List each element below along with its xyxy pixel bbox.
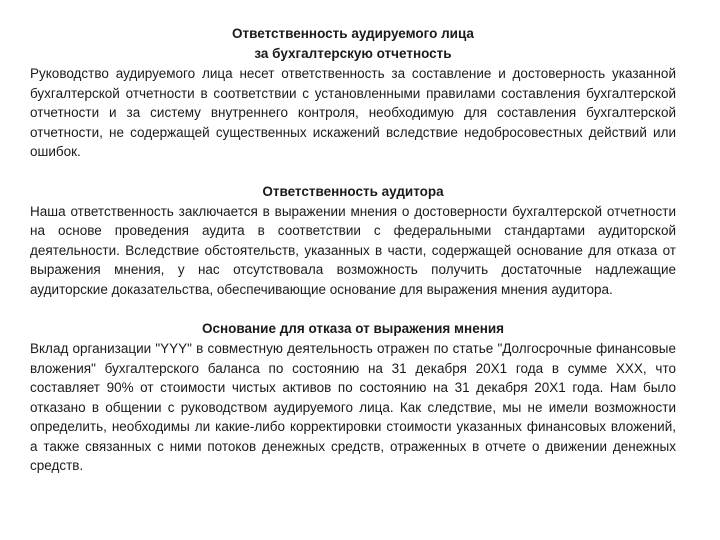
section-spacer [30, 299, 676, 319]
heading-line-2: за бухгалтерскую отчетность [254, 46, 452, 61]
section-auditor-responsibility [30, 182, 676, 300]
section-heading [30, 24, 676, 64]
section-heading: Ответственность аудитора [262, 183, 444, 199]
section-body: Наша ответственность заключается в выражении мнения о достоверности бухгалтерской отчетности на основе проведения аудита в соответствии с федеральными стандартами аудиторской деятельности. Вследствие обстоятельств, указанных в части, содержащей основание для отказа от выражения мнения, у нас отсутствовала возможность получить достаточные надлежащие аудиторские доказательства, обеспечивающие основание для выражения мнения аудитора. [30, 203, 676, 297]
heading-line-1: Ответственность аудируемого лица [232, 26, 474, 41]
section-body: Вклад организации "YYY" в совместную деятельность отражен по статье "Долгосрочные финансовые вложения" бухгалтерского баланса по состоянию на 31 декабря 20Х1 года в сумме ХХХ, что составляет 90% от стоимости чистых активов по состоянию на 31 декабря 20Х1 года. Нам было отказано в общении с руководством аудируемого лица. Как следствие, мы не имели возможности определить, необходимы ли какие-либо корректировки стоимости указанных финансовых вложений, а также связанных с ними потоков денежных средств, отраженных в отчете о движении денежных средств. [30, 341, 676, 473]
section-body: Руководство аудируемого лица несет ответственность за составление и достоверность указанной бухгалтерской отчетности в соответствии с установленными правилами составления бухгалтерской отчетности и за систему внутреннего контроля, необходимую для составления бухгалтерской отчетности, не содержащей существенных искажений вследствие недобросовестных действий или ошибок. [30, 66, 676, 159]
section-heading: Основание для отказа от выражения мнения [201, 321, 505, 336]
section-auditee-responsibility [30, 24, 676, 162]
section-basis-for-disclaimer [30, 319, 676, 476]
section-spacer [30, 162, 676, 182]
